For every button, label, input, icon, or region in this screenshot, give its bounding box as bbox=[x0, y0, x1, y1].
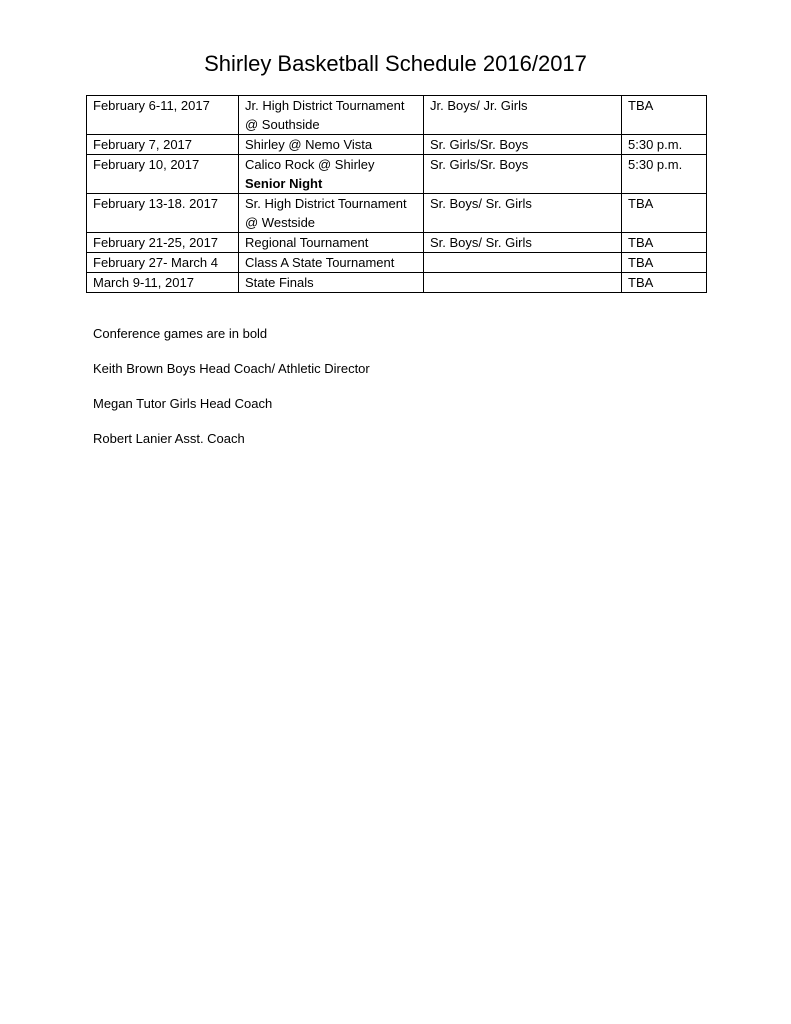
event-cell: Regional Tournament bbox=[239, 233, 424, 253]
table-row bbox=[87, 273, 707, 293]
conference-game-label: Senior Night bbox=[245, 176, 323, 191]
schedule-table bbox=[86, 95, 707, 293]
table-row bbox=[87, 194, 707, 233]
time-cell: TBA bbox=[622, 273, 707, 293]
event-cell: Sr. High District Tournament @ Westside bbox=[239, 194, 424, 233]
time-cell: TBA bbox=[622, 194, 707, 233]
teams-cell: Sr. Boys/ Sr. Girls bbox=[424, 194, 622, 233]
girls-coach-note: Megan Tutor Girls Head Coach bbox=[93, 396, 273, 411]
page-title: Shirley Basketball Schedule 2016/2017 bbox=[204, 51, 587, 76]
teams-cell: Sr. Boys/ Sr. Girls bbox=[424, 233, 622, 253]
date-cell: March 9-11, 2017 bbox=[87, 273, 239, 293]
teams-cell bbox=[424, 273, 622, 293]
event-cell: State Finals bbox=[239, 273, 424, 293]
date-cell: February 27- March 4 bbox=[87, 253, 239, 273]
event-cell: Shirley @ Nemo Vista bbox=[239, 135, 424, 155]
time-cell: TBA bbox=[622, 253, 707, 273]
event-cell: Jr. High District Tournament @ Southside bbox=[239, 96, 424, 135]
teams-cell: Sr. Girls/Sr. Boys bbox=[424, 155, 622, 194]
table-row bbox=[87, 135, 707, 155]
time-cell: TBA bbox=[622, 233, 707, 253]
table-row bbox=[87, 96, 707, 135]
conference-note: Conference games are in bold bbox=[93, 326, 268, 341]
teams-cell bbox=[424, 253, 622, 273]
event-cell: Class A State Tournament bbox=[239, 253, 424, 273]
date-cell: February 21-25, 2017 bbox=[87, 233, 239, 253]
boys-coach-note: Keith Brown Boys Head Coach/ Athletic Director bbox=[93, 361, 370, 376]
teams-cell: Jr. Boys/ Jr. Girls bbox=[424, 96, 622, 135]
table-row bbox=[87, 233, 707, 253]
teams-cell: Sr. Girls/Sr. Boys bbox=[424, 135, 622, 155]
date-cell: February 10, 2017 bbox=[87, 155, 239, 194]
date-cell: February 7, 2017 bbox=[87, 135, 239, 155]
table-row bbox=[87, 155, 707, 194]
time-cell: 5:30 p.m. bbox=[622, 135, 707, 155]
time-cell: TBA bbox=[622, 96, 707, 135]
date-cell: February 13-18. 2017 bbox=[87, 194, 239, 233]
event-cell bbox=[239, 155, 424, 194]
event-text: Calico Rock @ Shirley bbox=[245, 157, 375, 172]
time-cell: 5:30 p.m. bbox=[622, 155, 707, 194]
date-cell: February 6-11, 2017 bbox=[87, 96, 239, 135]
asst-coach-note: Robert Lanier Asst. Coach bbox=[93, 431, 245, 446]
notes-section bbox=[93, 324, 370, 464]
table-row bbox=[87, 253, 707, 273]
